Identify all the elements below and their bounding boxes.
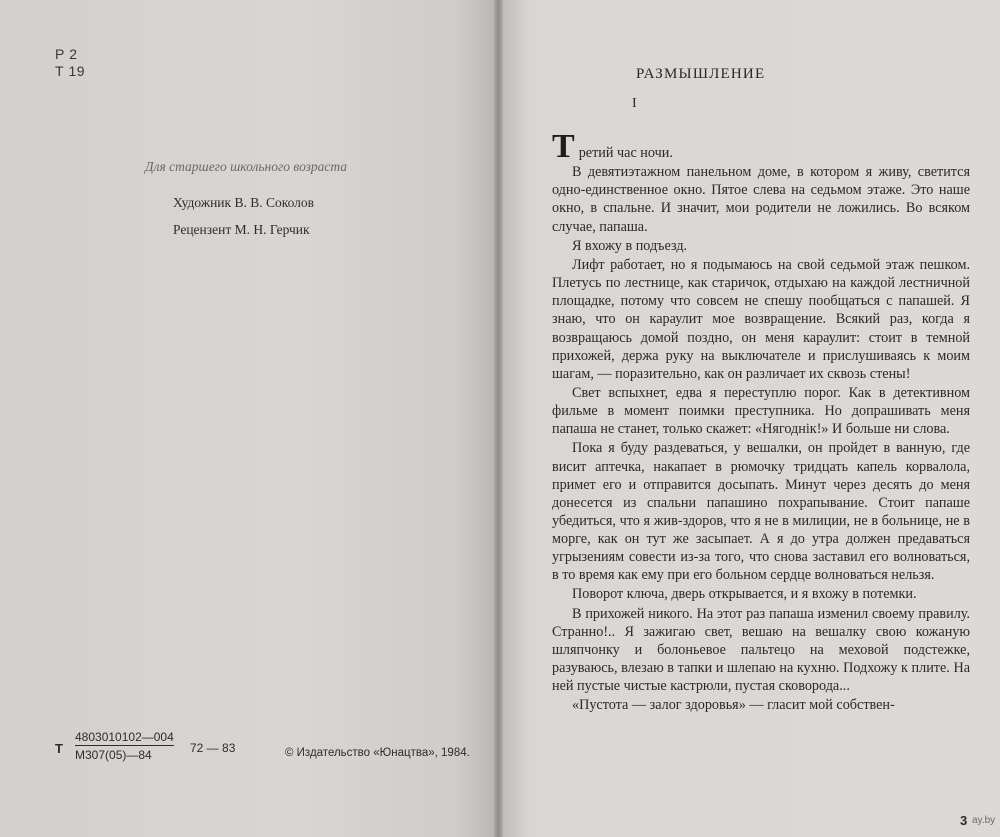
paragraph: Пока я буду раздеваться, у вешалки, он пройдет в ванную, где висит аптечка, накапает в рюмочку тридцать капель корвалола, примет его и отправится досыпать. Минут через десять до меня донесется из спальни папашино похрапывание. Стоит папаше убедиться, что я жив-здоров, что я не в милиции, не в больнице, не в морге, как он тут же засыпает. А я до утра должен предаваться угрызениям совести из-за того, что снова заставил его волноваться, в то время как ему при его больном сердце волноваться нельзя.	[552, 440, 970, 584]
paragraph: Я вхожу в подъезд.	[572, 237, 688, 254]
opening-line: ретий час ночи.	[578, 145, 673, 161]
watermark: ay.by	[972, 815, 996, 826]
imprint-year-range: 72 — 83	[190, 741, 236, 755]
drop-cap: Т	[552, 128, 575, 165]
left-page	[0, 0, 497, 837]
library-classification	[55, 46, 85, 80]
chapter-title: РАЗМЫШЛЕНИЕ	[636, 66, 766, 82]
imprint-code-top: 4803010102—004	[75, 730, 174, 744]
reviewer-credit: Рецензент М. Н. Герчик	[173, 222, 310, 237]
imprint-code-bottom: М307(05)—84	[75, 748, 152, 762]
paragraph: «Пустота — залог здоровья» — гласит мой собствен-	[572, 697, 895, 714]
section-number: I	[632, 96, 637, 111]
classification-line: Т 19	[55, 63, 86, 79]
body-text	[552, 128, 970, 716]
paragraph: В прихожей никого. На этот раз папаша изменил своему правилу. Странно!.. Я зажигаю свет, вешаю на вешалку свою кожаную шляпчонку и болоньевое пальтецо на меховой подстежке, разуваюсь, влезаю в тапки и шлепаю на кухню. Подхожу к плите. На ней пустые чистые кастрюли, пустая сковорода...	[552, 605, 970, 695]
book-gutter	[494, 0, 503, 837]
opening-paragraph	[552, 128, 970, 165]
imprint-codes	[75, 730, 174, 762]
paragraph: Свет вспыхнет, едва я переступлю порог. Как в детективном фильме в момент поимки преступника. Но допрашивать меня папаша не станет, только скажет: «Нягоднік!» И больше ни слова.	[552, 384, 970, 438]
age-note: Для старшего школьного возраста	[145, 159, 348, 174]
paragraph: Поворот ключа, дверь открывается, и я вхожу в потемки.	[572, 586, 917, 603]
paragraph: Лифт работает, но я подымаюсь на свой седьмой этаж пешком. Плетусь по лестнице, как старичок, отдыхаю на каждой лестничной площадке, потому что совсем не спешу пообщаться с папашей. Я знаю, что он караулит мое возвращение. Всякий раз, когда я возвращаюсь домой поздно, он меня караулит: стоит в темной прихожей, держа руку на выключателе и прислушиваясь к моим шагам, — поразительно, как он различает их сквозь стены!	[552, 257, 970, 382]
page-number: 3	[960, 813, 968, 828]
paragraph: В девятиэтажном панельном доме, в котором я живу, светится одно-единственное окно. Пятое слева на седьмом этаже. Это наше окно, в спальне. И значит, мои родители не ложились. Во всяком случае, папаша.	[552, 164, 970, 235]
classification-line: Р 2	[55, 46, 78, 62]
imprint-letter: Т	[55, 741, 63, 756]
artist-credit: Художник В. В. Соколов	[173, 195, 315, 210]
copyright-notice: © Издательство «Юнацтва», 1984.	[285, 747, 470, 759]
